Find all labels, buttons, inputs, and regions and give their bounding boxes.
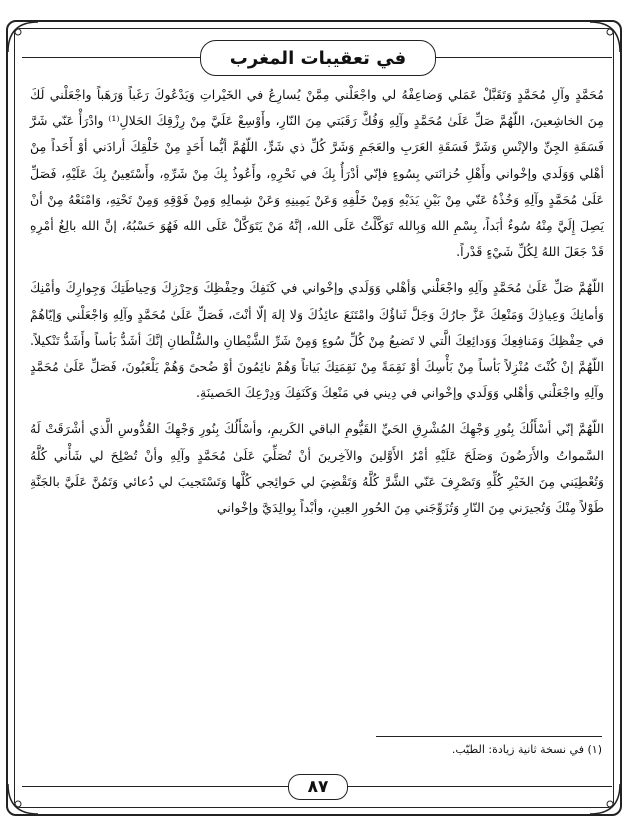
main-text <box>30 82 604 521</box>
footnote <box>300 742 602 758</box>
header-title: في تعقيبات المغرب <box>229 47 407 69</box>
page-number-value: ٨٧ <box>307 777 329 797</box>
corner-ornament-icon <box>6 782 40 816</box>
footnote-marker: (١) <box>587 743 602 756</box>
corner-ornament-icon <box>588 20 622 54</box>
running-header <box>200 40 436 76</box>
page-number-rule-left <box>22 786 288 787</box>
paragraph: اللّهُمَّ صَلِّ عَلَىٰ مُحَمَّدٍ وآلِهِ واجْعَلْني وَأهْلي وَوَلَدي وإخْواني في كَنَفِكَ وحِفْظِكَ وَحِرْزِكَ وَحِياطَتِكَ وَجِوارِكَ وأمْنِكَ وَأمانِكَ وَعِياذِكَ وَمَنْعِكَ عَزَّ جارُكَ وَجَلَّ ثَناؤُكَ وامْتَنَعَ عائِذُكَ وَلا إلهَ إلّا أنْتَ، فَصَلِّ عَلَىٰ مُحَمَّدٍ وآلِهِ وَاجْعَلْني وَإيّاهُمْ في حِفْظِكَ وَمَنافِعِكَ وَوَدائِعِكَ الَّتي لا تَضيعُ مِنْ كُلِّ سُوءٍ وَمِنْ شَرِّ الشَّيْطانِ والسُّلْطانِ إنَّكَ أشَدُّ بَأساً وأَشَدُّ تَنْكيلاً. اللّهُمَّ إنْ كُنْتَ مُنْزِلاً بَأساً مِنْ بَأْسِكَ أوْ نَقِمَةً مِنْ نَقِمَتِكَ بَياتاً وَهُمْ نائِمُونَ أوْ ضُحىً وَهُمْ يَلْعَبُونَ، فَصَلِّ عَلَىٰ مُحَمَّدٍ وآلِهِ واجْعَلْني وَأهْلي وَوَلَدي وإخْواني في دِيني في مَنْعِكَ وَكَنَفِكَ وَدِرْعِكَ الحَصينَةِ. <box>30 280 604 401</box>
header-rule-right <box>434 57 612 58</box>
paragraph: اللّهُمَّ إنّي أسْأَلُكَ بِنُورِ وَجْهِكَ المُشْرِقِ الحَيِّ القَيُّومِ الباقي الكَريمِ، وأسْأَلُكَ بِنُورِ وَجْهِكَ القُدُّوسِ الَّذي أشْرَقَتْ لَهُ السَّمواتُ والأَرَضُونَ وَصَلَحَ عَلَيْهِ أمْرُ الأَوَّلينَ والآخِرينَ أنْ تُصَلِّيَ عَلَىٰ مُحَمَّدٍ وآلِهِ وأنْ تُصْلِحَ لي شَأْني كُلَّهُ وَتُعْطِيَني مِنَ الخَيْرِ كُلِّهِ وَتَصْرِفَ عَنّي الشَّرَّ كُلَّهُ وَتَقْضِيَ لي حَوائِجي كُلَّها وَتَسْتَجيبَ لي دُعائي وَتَمُنَّ عَلَيَّ بالجَنَّةِ طَوْلاً مِنْكَ وَتُجيرَني مِنَ النّارِ وَتُزَوِّجَني مِنَ الحُورِ العِينِ، وأبْداً بِوالِدَيَّ وإخْواني <box>30 421 604 516</box>
page-number <box>288 774 348 800</box>
footnote-rule <box>376 736 602 737</box>
page-number-rule-right <box>346 786 612 787</box>
corner-ornament-icon <box>6 20 40 54</box>
paragraph: مُحَمَّدٍ وآلِ مُحَمَّدٍ وَتَقَبَّلْ عَمَلي وَضاعِفْهُ لي واجْعَلْني مِمَّنْ يُسارِعُ في الخَيْراتِ وَيَدْعُوكَ رَغَباً وَرَهَباً واجْعَلْني لَكَ مِنَ الخاشِعينَ، اللّهُمَّ صَلِّ عَلَىٰ مُحَمَّدٍ وآلِهِ وَفُكَّ رَقَبَتي مِنَ النّارِ، وأَوْسِعْ عَلَيَّ مِنْ رِزْقِكَ الحَلالِ⁽¹⁾ وادْرَأْ عَنّي شَرَّ فَسَقَةِ الجِنِّ والإنْسِ وَشَرَّ فَسَقَةِ العَرَبِ والعَجَمِ وَشَرَّ كُلِّ ذي شَرٍّ، اللّهُمَّ أيُّما أَحَدٍ مِنْ خَلْقِكَ أرادَني أوْ أَحَداً مِنْ أهْلي وَوَلَدي وإخْواني وأَهْلِ حُزانَتي بِسُوءٍ فإنّي أدْرَأُ بِكَ في نَحْرِهِ، وأَعُوذُ بِكَ مِنْ شَرِّهِ، وأَسْتَعِينُ بِكَ عَلَيْهِ، فَصَلِّ عَلَىٰ مُحَمَّدٍ وآلِهِ وَخُذْهُ عَنّي مِنْ بَيْنِ يَدَيْهِ وَمِنْ خَلْفِهِ وَعَنْ يَمِينِهِ وَعَنْ شِمالِهِ وَمِنْ فَوْقِهِ وَمِنْ تَحْتِهِ، وَامْنَعْهُ مِنْ أنْ يَصِلَ إِلَيَّ مِنْهُ سُوءٌ أبَداً، بِسْمِ الله وَبِالله تَوَكَّلْتُ عَلَى الله، إنَّهُ مَنْ يَتَوَكَّلْ عَلَى الله فَهُوَ حَسْبُهُ، إنَّ الله بالِغُ أمْرِهِ قَدْ جَعَلَ اللهُ لِكُلِّ شَيْءٍ قَدْراً. <box>30 87 604 260</box>
header-rule-left <box>22 57 200 58</box>
footnote-text: في نسخة ثانية زيادة: الطيّب. <box>451 743 584 756</box>
corner-ornament-icon <box>588 782 622 816</box>
